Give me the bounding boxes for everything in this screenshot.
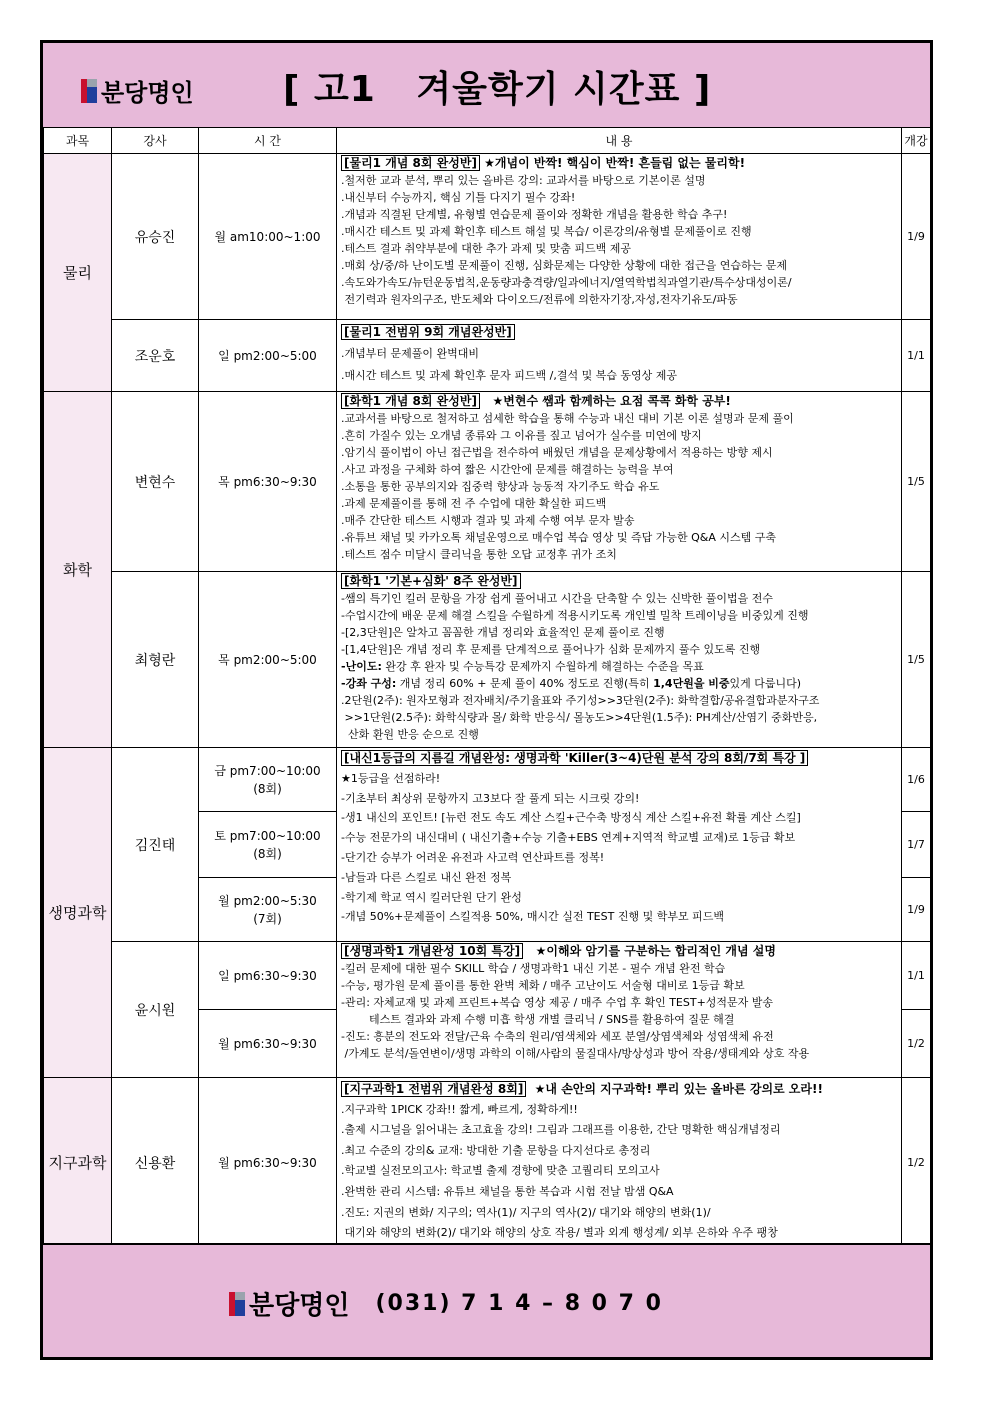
content-line: 대기와 해양의 변화(2)/ 대기와 해양의 상호 작용/ 별과 외계 행성계/ 외부 은하와 우주 팽창 (341, 1226, 778, 1240)
start-date: 1/1 (902, 942, 931, 1010)
content-line: .매시간 테스트 및 과제 확인후 테스트 해설 및 복습/ 이론강의/유형별 문제풀이로 진행 (341, 225, 752, 238)
class-time (199, 878, 337, 942)
class-time: 월 am10:00~1:00 (199, 154, 337, 320)
class-time: 일 pm6:30~9:30 (199, 942, 337, 1010)
content-line: .교과서를 바탕으로 철저하고 섬세한 학습을 통해 수능과 내신 대비 기본 이론 설명과 문제 풀이 (341, 412, 794, 425)
content-line: .유튜브 채널 및 카카오톡 채널운영으로 매수업 복습 영상 및 즉답 가능한 Q&A 시스템 구축 (341, 531, 776, 544)
teacher-name: 김진태 (112, 748, 199, 942)
content-line (341, 658, 901, 675)
class-title: [지구과학1 전범위 개념완성 8회] (341, 1081, 526, 1097)
start-date: 1/9 (902, 154, 931, 320)
subject-biology: 생명과학 (44, 748, 112, 1078)
start-date: 1/5 (902, 392, 931, 572)
class-content (337, 572, 902, 748)
time-slot: 월 pm2:00~5:30 (218, 893, 317, 908)
content-line: -단기간 승부가 어려운 유전과 사고력 연산파트를 정복! (341, 850, 605, 864)
content-line: -기초부터 최상위 문항까지 고3보다 잘 풀게 되는 시크릿 강의! (341, 791, 640, 805)
composition-bold: 1,4단원을 비중 (653, 677, 730, 690)
timetable-frame (40, 40, 933, 1360)
table-row (44, 942, 931, 1010)
class-content (337, 942, 902, 1078)
content-line: -[1,4단원]은 개념 정리 후 문제를 단계적으로 풀어나가 심화 문제까지 풀수 있도록 진행 (341, 643, 761, 656)
content-line: -관리: 자체교재 및 과제 프린트+복습 영상 제공 / 매주 수업 후 확인 TEST+성적문자 발송 (341, 996, 774, 1009)
content-line: -수능 전문가의 내신대비 ( 내신기출+수능 기출+EBS 연계+지역적 학교별 교재)로 1등급 확보 (341, 831, 796, 845)
class-time: 목 pm2:00~5:00 (199, 572, 337, 748)
time-slot: 토 pm7:00~10:00 (214, 828, 321, 843)
content-line: ★1등급을 선점하라! (341, 771, 441, 785)
brand-name: 분당명인 (101, 79, 194, 107)
content-line: -쌤의 특기인 킬러 문항을 가장 쉽게 풀어내고 시간을 단축할 수 있는 신박한 풀이법을 전수 (341, 592, 773, 605)
content-line: -킬러 문제에 대한 필수 SKILL 학습 / 생명과학1 내신 기본 - 필수 개념 완전 학습 (341, 962, 726, 975)
header-teacher: 강사 (112, 128, 199, 154)
content-line: .철저한 교과 분석, 뿌리 있는 올바른 강의: 교과서를 바탕으로 기본이론 설명 (341, 174, 706, 187)
start-date: 1/6 (902, 748, 931, 812)
session-count: (7회) (253, 911, 282, 926)
time-slot: 금 pm7:00~10:00 (214, 763, 321, 778)
class-time (199, 812, 337, 878)
start-date: 1/1 (902, 320, 931, 392)
class-content (337, 748, 902, 942)
class-time: 목 pm6:30~9:30 (199, 392, 337, 572)
session-count: (8회) (253, 781, 282, 796)
class-title: [물리1 개념 8회 완성반] (341, 155, 480, 171)
content-line: .진도: 지권의 변화/ 지구의; 역사(1)/ 지구의 역사(2)/ 대기와 해양의 변화(1)/ (341, 1205, 711, 1219)
content-line: .테스트 점수 미달시 클리닉을 통한 오답 교정후 귀가 조치 (341, 548, 617, 561)
content-line: .최고 수준의 강의& 교재: 방대한 기출 문항을 다지선다로 총정리 (341, 1143, 651, 1157)
content-line: .매회 상/중/하 난이도별 문제풀이 진행, 심화문제는 다양한 상황에 대한 접근을 연습하는 문제 (341, 259, 788, 272)
teacher-name: 최형란 (112, 572, 199, 748)
class-content (337, 320, 902, 392)
header (43, 43, 930, 129)
composition-text: 개념 정리 60% + 문제 풀이 40% 정도로 진행(특히 (396, 677, 654, 690)
class-title: [생명과학1 개념완성 10회 특강] (341, 943, 523, 959)
subject-physics: 물리 (44, 154, 112, 392)
content-line: .사고 과정을 구체화 하여 짧은 시간안에 문제를 해결하는 능력을 부여 (341, 463, 674, 476)
content-line: .내신부터 수능까지, 핵심 기틀 다지기 필수 강좌! (341, 191, 576, 204)
teacher-name: 신용환 (112, 1078, 199, 1248)
content-line: .흔히 가질수 있는 오개념 종류와 그 이유를 짚고 넘어가 실수를 미연에 방지 (341, 429, 702, 442)
content-line: -생1 내신의 포인트! [뉴런 전도 속도 계산 스킬+근수축 방정식 계산 스킬+유전 확률 계산 스킬] (341, 811, 801, 825)
content-line: -[2,3단원]은 알차고 꼼꼼한 개념 정리와 효율적인 문제 풀이로 진행 (341, 626, 665, 639)
logo-icon (229, 1292, 245, 1316)
content-line: .테스트 결과 취약부분에 대한 추가 과제 및 맞춤 피드백 제공 (341, 242, 631, 255)
class-slogan: ★이해와 암기를 구분하는 합리적인 개념 설명 (535, 944, 776, 958)
class-content (337, 154, 902, 320)
table-row (44, 1078, 931, 1248)
content-line: .지구과학 1PICK 강좌!! 짧게, 빠르게, 정확하게!! (341, 1102, 578, 1116)
teacher-name: 윤시원 (112, 942, 199, 1078)
content-line: >>1단원(2.5주): 화학식량과 몰/ 화학 반응식/ 몰농도>>4단원(1.5주): PH계산/산염기 중화반응, (341, 711, 818, 724)
content-line: .암기식 풀이법이 아닌 접근법을 전수하여 배웠던 개념을 문제상황에서 적용하는 방향 제시 (341, 446, 773, 459)
class-time: 일 pm2:00~5:00 (199, 320, 337, 392)
footer-logo (229, 1285, 663, 1322)
page-title: [ 고1 겨울학기 시간표 ] (283, 69, 712, 110)
content-line: -학기제 학교 역시 킬러단원 단기 완성 (341, 890, 522, 904)
brand-logo (81, 73, 194, 108)
table-row (44, 748, 931, 812)
content-line: 전기력과 원자의구조, 반도체와 다이오드/전류에 의한자기장,자성,전자기유도/파동 (341, 293, 738, 306)
content-line: -수능, 평가원 문제 풀이를 통한 완벽 체화 / 매주 고난이도 서술형 대비로 1등급 확보 (341, 979, 745, 992)
content-line: .과제 문제풀이를 통해 전 주 수업에 대한 확실한 피드백 (341, 497, 607, 510)
content-line: .매주 간단한 테스트 시행과 결과 및 과제 수행 여부 문자 발송 (341, 514, 635, 527)
phone-number: (031) 7 1 4 – 8 0 7 0 (375, 1291, 663, 1316)
content-line: .개념부터 문제풀이 완벽대비 (341, 347, 480, 360)
composition-label: -강좌 구성: (341, 677, 397, 690)
start-date: 1/2 (902, 1010, 931, 1078)
content-line: 산화 환원 반응 순으로 진행 (341, 728, 479, 741)
content-line: -진도: 흥분의 전도와 전달/근육 수축의 원리/염색체와 세포 분열/상염색체와 성염색체 유전 (341, 1030, 774, 1043)
header-content: 내 용 (337, 128, 902, 154)
class-title: [화학1 '기본+심화' 8주 완성반] (341, 573, 521, 589)
class-content (337, 1078, 902, 1248)
class-title: [내신1등급의 지름길 개념완성: 생명과학 'Killer(3~4)단원 분석 강의 8회/7회 특강 ] (341, 750, 808, 766)
content-line: .개념과 직결된 단계별, 유형별 연습문제 풀이와 정확한 개념을 활용한 학습 추구! (341, 208, 728, 221)
table-row (44, 320, 931, 392)
content-line (341, 675, 901, 692)
difficulty-text: 완강 후 완자 및 수능특강 문제까지 수월하게 해결하는 수준을 목표 (381, 660, 704, 673)
class-title: [화학1 개념 8회 완성반] (341, 393, 480, 409)
class-time: 월 pm6:30~9:30 (199, 1078, 337, 1248)
session-count: (8회) (253, 846, 282, 861)
table-row (44, 572, 931, 748)
logo-icon (81, 79, 97, 103)
class-time: 월 pm6:30~9:30 (199, 1010, 337, 1078)
subject-earth-science: 지구과학 (44, 1078, 112, 1248)
teacher-name: 유승진 (112, 154, 199, 320)
content-line: -수업시간에 배운 문제 해결 스킬을 수월하게 적용시키도록 개인별 밀착 트레이닝을 비중있게 진행 (341, 609, 809, 622)
content-line: .출제 시그널을 읽어내는 초고효율 강의! 그림과 그래프를 이용한, 간단 명확한 핵심개념정리 (341, 1123, 781, 1137)
footer (43, 1243, 930, 1357)
subject-chemistry: 화학 (44, 392, 112, 748)
content-line: .매시간 테스트 및 과제 확인후 문자 피드백 /,결석 및 복습 동영상 제공 (341, 369, 678, 382)
footer-brand-name: 분당명인 (249, 1291, 350, 1321)
start-date: 1/7 (902, 812, 931, 878)
teacher-name: 조운호 (112, 320, 199, 392)
content-line: -개념 50%+문제풀이 스킬적용 50%, 매시간 실전 TEST 진행 및 학부모 피드백 (341, 910, 724, 924)
table-row (44, 154, 931, 320)
table-row (44, 392, 931, 572)
class-content (337, 392, 902, 572)
start-date: 1/2 (902, 1078, 931, 1248)
content-line: .2단원(2주): 원자모형과 전자배치/주기율표와 주기성>>3단원(2주): 화학결합/공유결합과분자구조 (341, 694, 820, 707)
start-date: 1/5 (902, 572, 931, 748)
class-time (199, 748, 337, 812)
class-slogan: ★변현수 쌤과 함께하는 요점 콕콕 화학 공부! (492, 394, 731, 408)
content-line: .속도와가속도/뉴턴운동법칙,운동량과충격량/일과에너지/열역학법칙과열기관/특수상대성이론/ (341, 276, 792, 289)
header-time: 시 간 (199, 128, 337, 154)
header-subject: 과목 (44, 128, 112, 154)
header-start: 개강 (902, 128, 931, 154)
teacher-name: 변현수 (112, 392, 199, 572)
timetable (43, 127, 931, 1248)
content-line: /가계도 분석/돌연변이/생명 과학의 이해/사람의 물질대사/방상성과 방어 작용/생태계와 상호 작용 (341, 1047, 810, 1060)
class-title: [물리1 전범위 9회 개념완성반] (341, 324, 515, 340)
class-slogan: ★개념이 반짝! 핵심이 반짝! 흔들림 없는 물리학! (484, 156, 746, 170)
composition-end: 있게 다룹니다) (729, 677, 802, 690)
content-line: .학교별 실전모의고사: 학교별 출제 경향에 맞춘 고퀄리티 모의고사 (341, 1164, 660, 1178)
content-line: .완벽한 관리 시스템: 유튜브 채널을 통한 복습과 시험 전날 밤샘 Q&A (341, 1184, 674, 1198)
content-line: .소통을 통한 공부의지와 집중력 향상과 능동적 자기주도 학습 유도 (341, 480, 660, 493)
table-header-row (44, 128, 931, 154)
start-date: 1/9 (902, 878, 931, 942)
class-slogan: ★내 손안의 지구과학! 뿌리 있는 올바른 강의로 오라!! (534, 1082, 823, 1096)
content-line: 테스트 결과와 과제 수행 미흡 학생 개별 클리닉 / SNS를 활용하여 질문 해결 (369, 1013, 735, 1026)
difficulty-label: -난이도: (341, 660, 382, 673)
content-line: -남들과 다른 스킬로 내신 완전 정복 (341, 870, 512, 884)
